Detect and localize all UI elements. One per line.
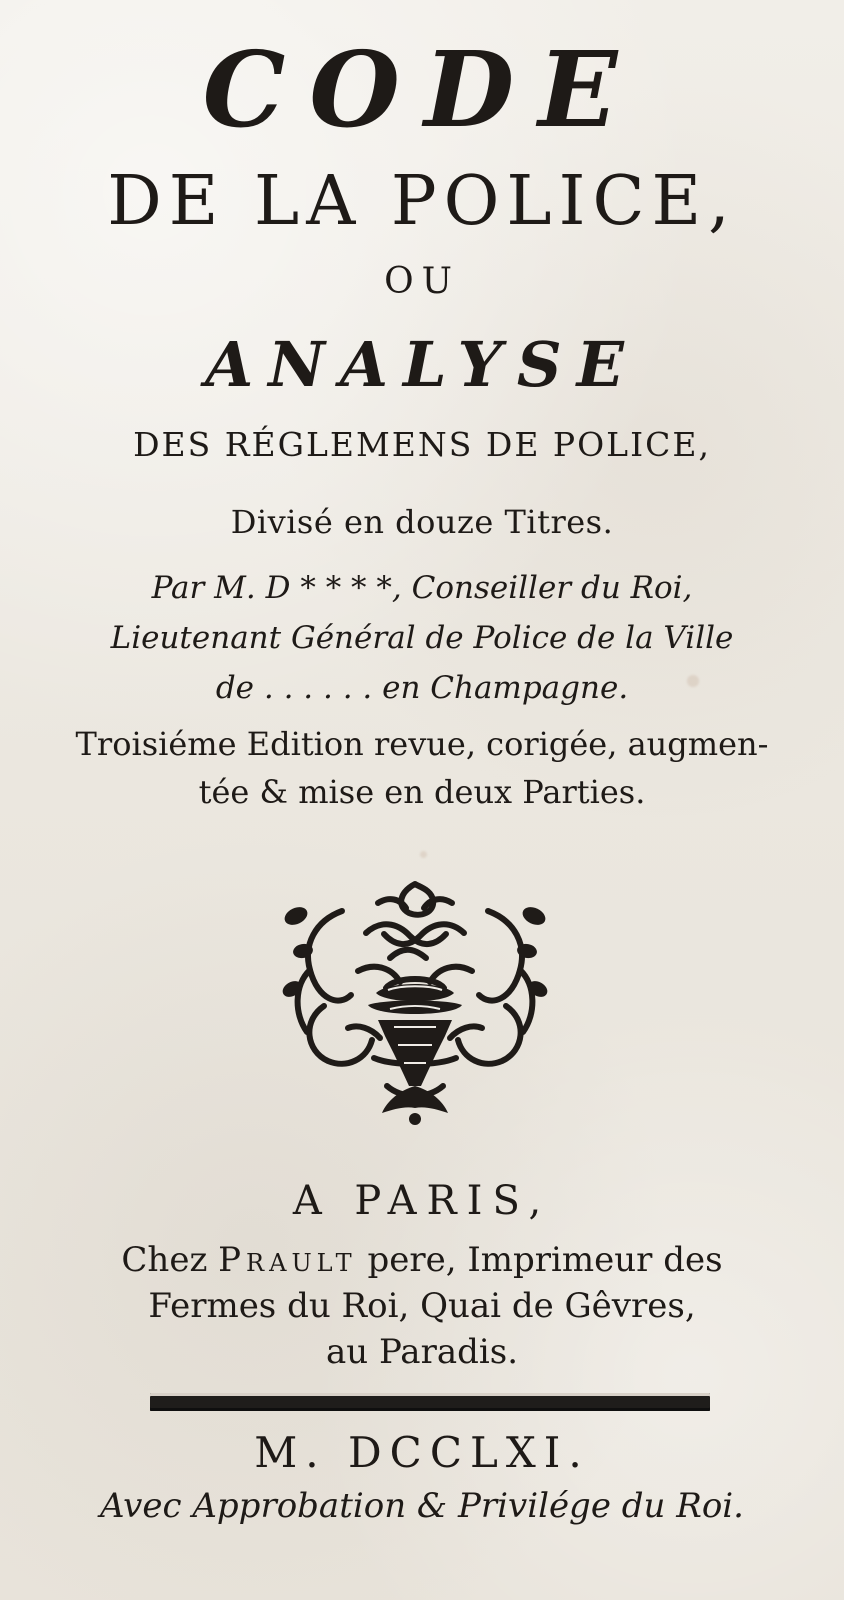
author-line: de . . . . . . en Champagne. — [215, 670, 629, 706]
ornament-icon — [270, 878, 560, 1126]
title-code: CODE — [202, 28, 642, 151]
publisher-block — [0, 1237, 844, 1375]
edition-block — [0, 720, 844, 816]
publisher-line-3: au Paradis. — [325, 1332, 518, 1372]
imprint-city: A PARIS, — [292, 1178, 552, 1224]
title-analyse: ANALYSE — [205, 328, 639, 401]
publication-year: M. DCCLXI. — [254, 1428, 590, 1477]
author-line: Par M. D * * * *, Conseiller du Roi, — [151, 570, 693, 606]
author-block — [0, 563, 844, 713]
publisher-name: Prault — [218, 1240, 357, 1280]
publisher-line-2: Fermes du Roi, Quai de Gêvres, — [148, 1286, 696, 1326]
publisher-suffix: pere, Imprimeur des — [367, 1240, 723, 1280]
title-police: DE LA POLICE, — [107, 162, 737, 241]
paper-stain — [420, 851, 427, 858]
title-ou: OU — [384, 261, 460, 302]
decorative-rule — [150, 1393, 710, 1411]
author-line: Lieutenant Général de Police de la Ville — [110, 620, 734, 656]
edition-line: tée & mise en deux Parties. — [198, 773, 646, 811]
division-note: Divisé en douze Titres. — [230, 503, 614, 541]
privilege-line: Avec Approbation & Privilége du Roi. — [100, 1486, 744, 1526]
edition-line: Troisiéme Edition revue, corigée, augmen- — [75, 725, 769, 763]
publisher-prefix: Chez — [121, 1240, 219, 1280]
publisher-line-1 — [0, 1237, 844, 1283]
subtitle-reglemens: DES RÉGLEMENS DE POLICE, — [133, 425, 711, 464]
